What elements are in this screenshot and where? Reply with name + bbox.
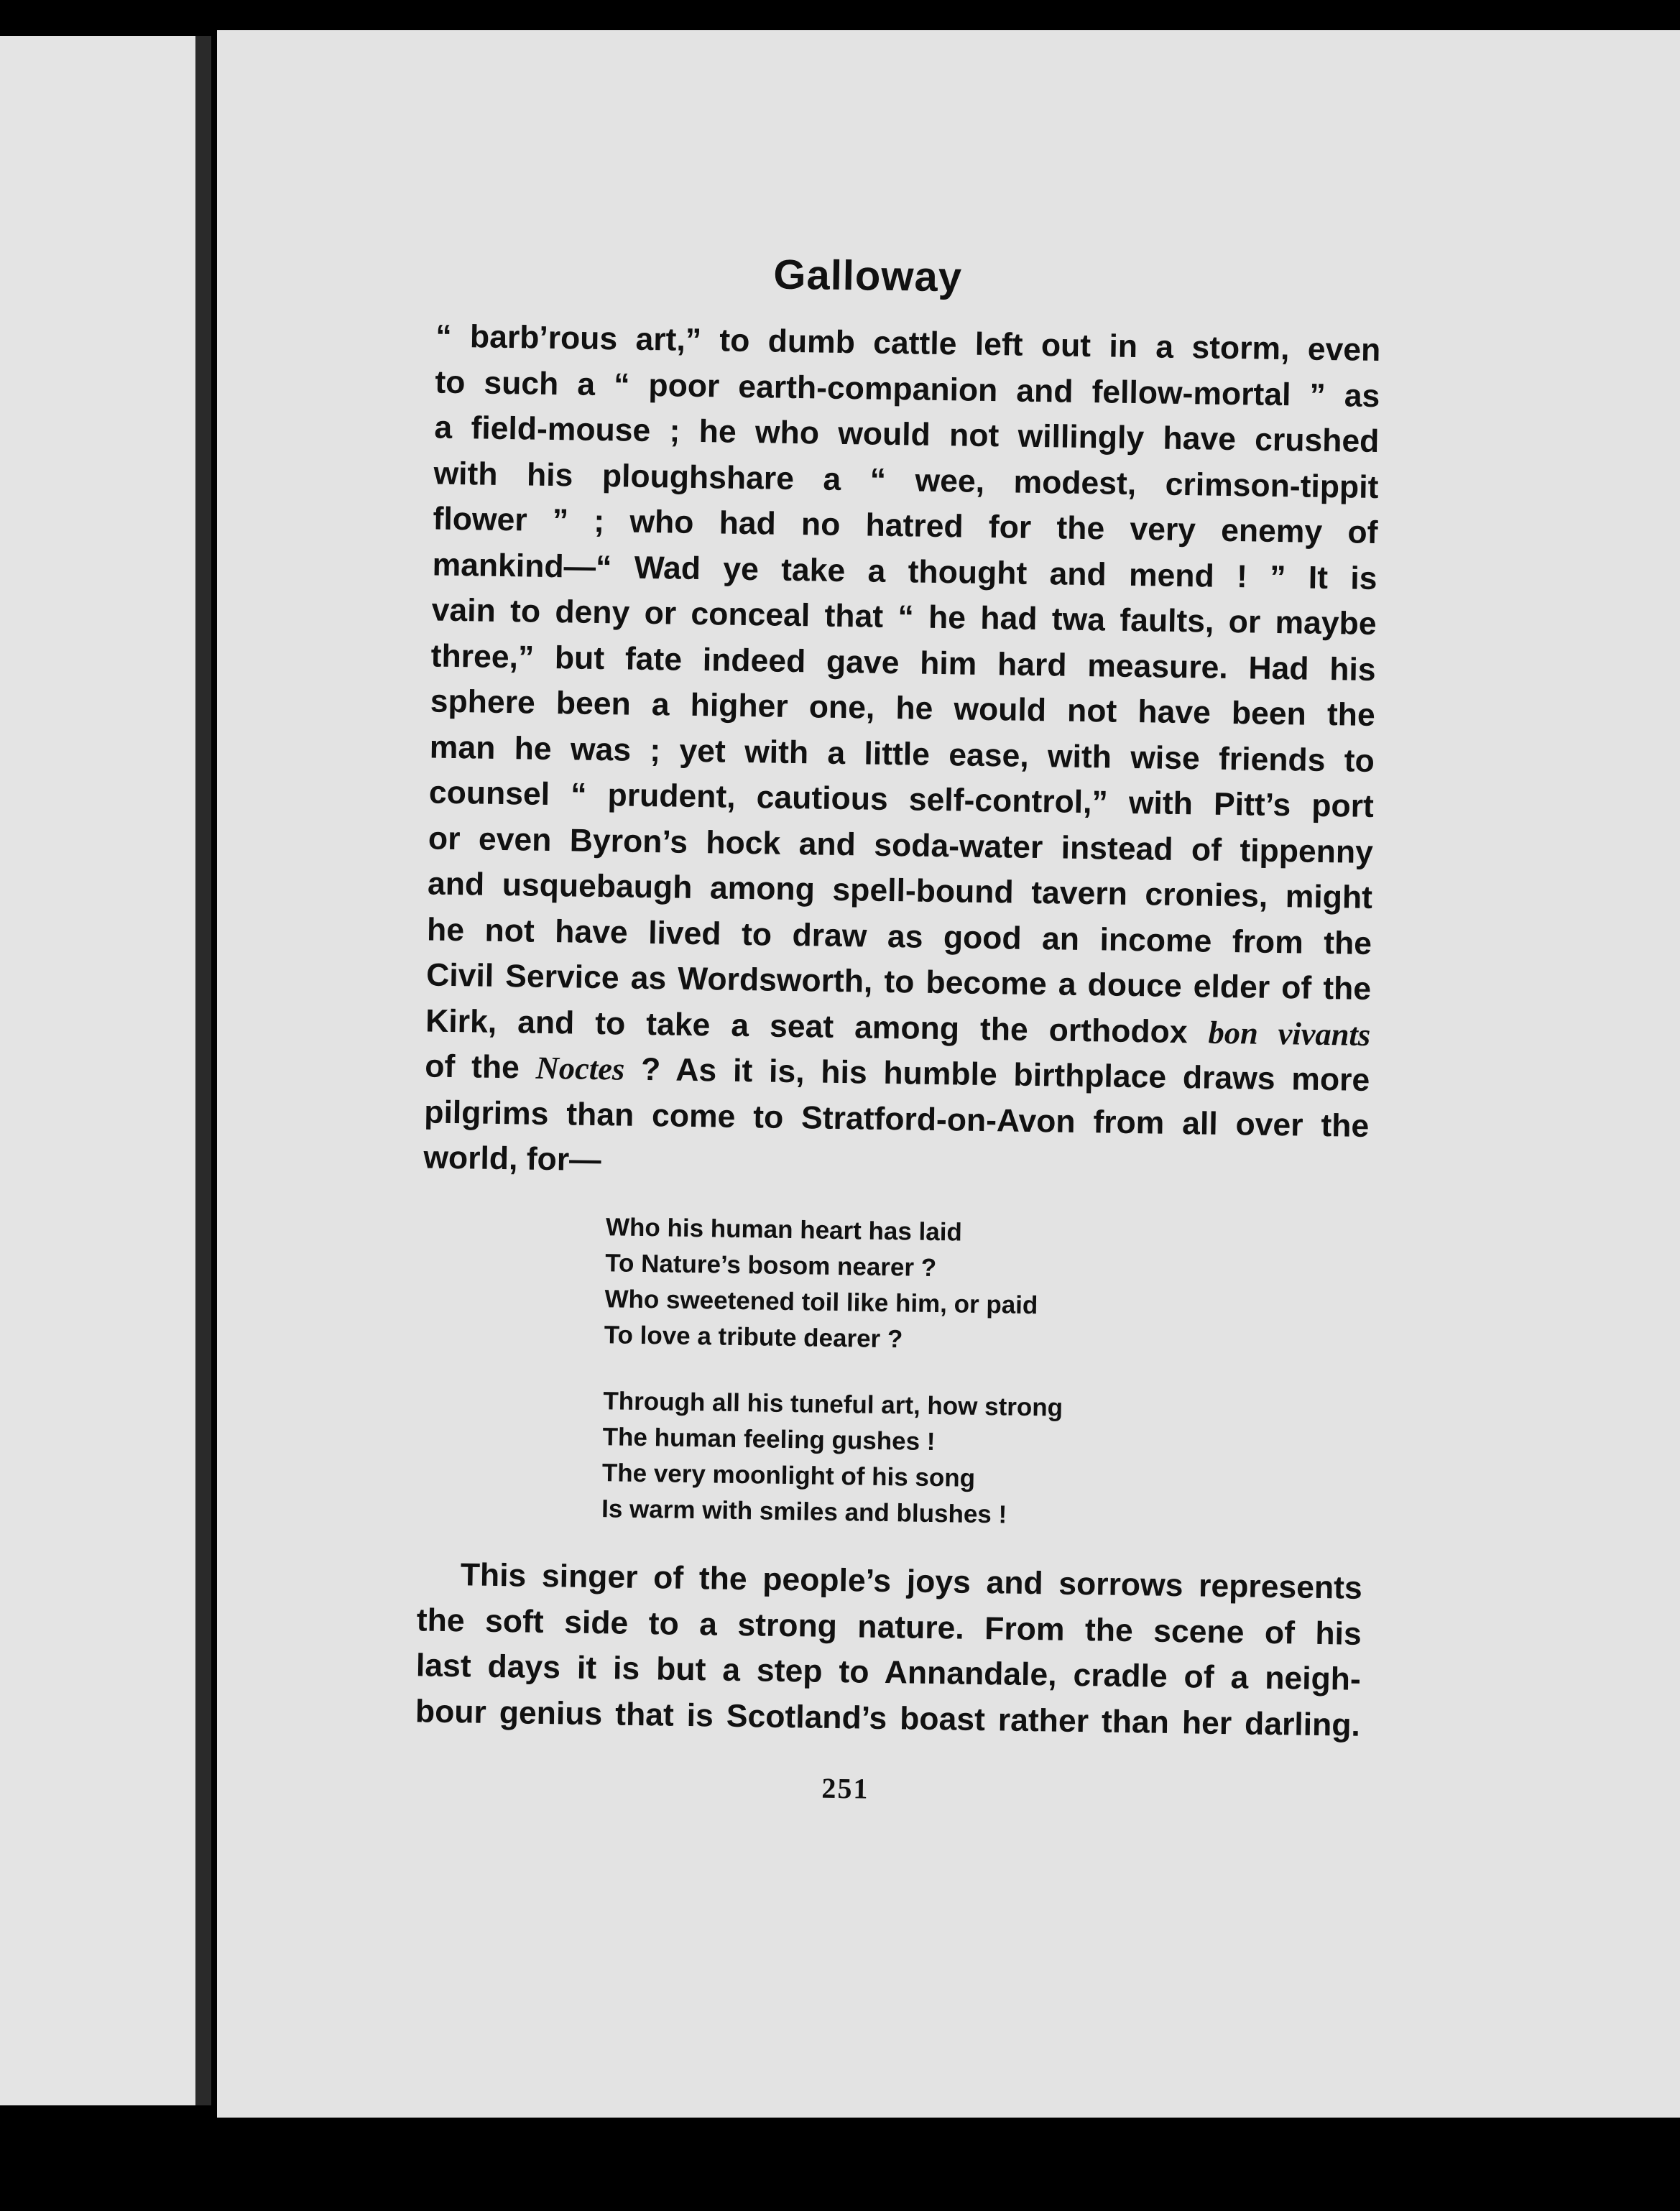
text-line: counsel “ prudent, cautious self-control,” with Pitt’s port [428,775,1375,825]
text-line: to such a “ poor earth-companion and fellow-mortal ” as [435,364,1380,414]
text-line: mankind—“ Wad ye take a thought and mend ! ” It is [432,547,1377,596]
text-line: This singer of the people’s joys and sorrows represents [460,1557,1363,1606]
verse-line: Is warm with smiles and blushes ! [601,1495,1007,1529]
body-text [423,314,1381,1195]
text-line: “ barb’rous art,” to dumb cattle left out in a storm, even [435,318,1381,369]
text-run: ? As it is, his humble birthplace draws more [624,1051,1370,1098]
text-line: vain to deny or conceal that “ he had twa faults, or maybe [431,592,1377,642]
text-line: world, for— [423,1140,601,1178]
text-line: sphere been a higher one, he would not have been the [430,683,1376,734]
stanza [604,1209,1181,1362]
verse-line: To Nature’s bosom nearer ? [604,1249,937,1283]
italic-phrase: bon vivants [1208,1014,1371,1053]
text-line: with his ploughshare a “ wee, modest, crimson-tippit [433,456,1379,505]
text-run: Kirk, and to take a seat among the orthodox [425,1002,1209,1051]
text-line: last days it is but a step to Annandale, cradle of a neigh- [415,1648,1362,1697]
verse-line: To love a tribute dearer ? [604,1321,903,1354]
stanza [601,1383,1178,1536]
text-line: or even Byron’s hock and soda-water instead of tippenny [428,820,1374,870]
text-line: three,” but fate indeed gave him hard measure. Had his [430,638,1376,688]
scan-border [217,2118,1680,2211]
running-head: Galloway [772,251,963,301]
text-line: the soft side to a strong nature. From the scene of his [416,1602,1362,1652]
verse-line: Through all his tuneful art, how strong [603,1387,1063,1422]
text-line: Civil Service as Wordsworth, to become a douce elder of the [425,957,1372,1007]
page-number: 251 [821,1771,869,1805]
text-line: flower ” ; who had no hatred for the very enemy of [433,501,1378,551]
gutter-shadow [195,36,211,2105]
verse-line: Who sweetened toil like him, or paid [604,1285,1038,1320]
italic-title: Noctes [535,1049,625,1087]
book-page [217,30,1680,2118]
text-line: a field-mouse ; he who would not willingly have crushed [434,410,1380,460]
facing-page-blank [0,36,195,2105]
verse-line: The human feeling gushes ! [602,1423,936,1457]
text-line: he not have lived to draw as good an income from the [426,911,1372,961]
text-line: and usquebaugh among spell-bound tavern cronies, might [427,866,1373,915]
text-line: bour genius that is Scotland’s boast rather than her darling. [415,1693,1361,1743]
verse-line: The very moonlight of his song [601,1459,976,1492]
text-line: man he was ; yet with a little ease, with wise friends to [429,729,1375,779]
text-run: of the [424,1048,537,1086]
verse-line: Who his human heart has laid [605,1213,963,1247]
poem-quotation [601,1209,1181,1566]
closing-paragraph [415,1551,1363,1748]
text-line: pilgrims than come to Stratford-on-Avon from all over the [423,1094,1370,1144]
page-content [217,30,1680,2118]
